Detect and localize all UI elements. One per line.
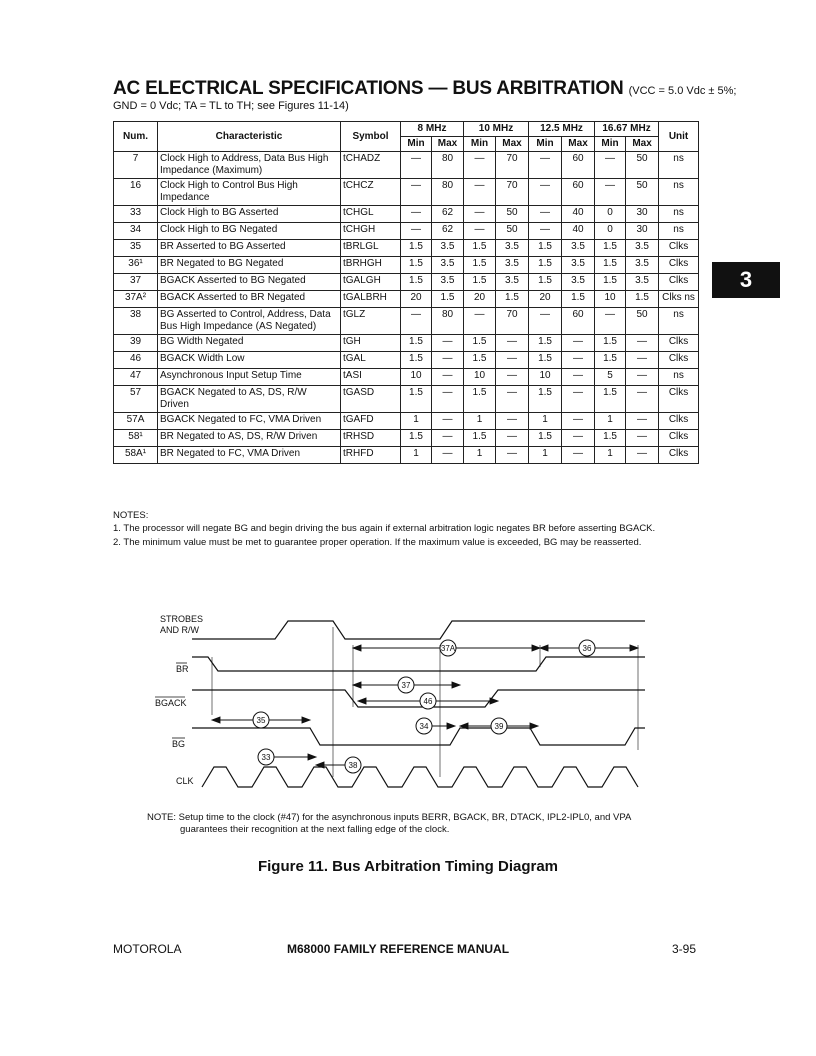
footer-brand: MOTOROLA — [113, 942, 182, 956]
cell-max: 3.5 — [432, 257, 464, 274]
cell-max: 3.5 — [626, 257, 659, 274]
table-row — [114, 413, 699, 430]
cell-max: 50 — [496, 223, 529, 240]
cell-min: — — [401, 179, 432, 206]
cell-min: 10 — [401, 369, 432, 386]
cell-symbol: tGASD — [341, 386, 401, 413]
table-row — [114, 386, 699, 413]
header-max: Max — [626, 137, 659, 152]
cell-max: 1.5 — [432, 291, 464, 308]
cell-min: 1.5 — [595, 274, 626, 291]
cell-max: 80 — [432, 308, 464, 335]
cell-unit: Clks — [659, 386, 699, 413]
cell-num: 46 — [114, 352, 158, 369]
note-item: 1. The processor will negate BG and begin driving the bus again if external arbitration logic negates BR before asserting BGACK. — [113, 523, 656, 534]
cell-min: 1.5 — [464, 386, 496, 413]
cell-min: 1 — [529, 447, 562, 464]
cell-max: 62 — [432, 206, 464, 223]
cell-min: 1.5 — [464, 335, 496, 352]
svg-text:38: 38 — [348, 761, 358, 770]
cell-max: 40 — [562, 223, 595, 240]
cell-num: 47 — [114, 369, 158, 386]
cell-unit: ns — [659, 152, 699, 179]
cell-symbol: tCHGH — [341, 223, 401, 240]
svg-text:35: 35 — [256, 716, 266, 725]
cell-num: 36¹ — [114, 257, 158, 274]
table-row — [114, 430, 699, 447]
waveform-strobes — [192, 621, 645, 639]
svg-text:39: 39 — [494, 722, 504, 731]
cell-min: 1.5 — [464, 257, 496, 274]
cell-symbol: tBRLGL — [341, 240, 401, 257]
cell-max: — — [496, 430, 529, 447]
cell-max: — — [432, 352, 464, 369]
cell-min: 1.5 — [595, 240, 626, 257]
cell-max: — — [562, 352, 595, 369]
header-freq: 16.67 MHz — [595, 122, 659, 137]
cell-min: 1.5 — [401, 430, 432, 447]
cell-min: 1.5 — [529, 352, 562, 369]
cell-min: 1.5 — [595, 335, 626, 352]
cell-max: — — [432, 335, 464, 352]
cell-unit: ns — [659, 369, 699, 386]
header-symbol: Symbol — [341, 122, 401, 152]
cell-max: 3.5 — [626, 274, 659, 291]
cell-num: 7 — [114, 152, 158, 179]
cell-min: — — [529, 308, 562, 335]
cell-max: — — [562, 386, 595, 413]
cell-min: — — [401, 308, 432, 335]
signal-label-bg: BG — [172, 739, 186, 749]
cell-max: — — [626, 352, 659, 369]
cell-unit: Clks — [659, 274, 699, 291]
cell-min: 20 — [529, 291, 562, 308]
cell-max: — — [626, 430, 659, 447]
cell-min: 20 — [464, 291, 496, 308]
header-freq: 8 MHz — [401, 122, 464, 137]
table-row — [114, 447, 699, 464]
cell-characteristic: BGACK Negated to AS, DS, R/W Driven — [158, 386, 341, 413]
header-max: Max — [496, 137, 529, 152]
waveform-br — [192, 657, 645, 671]
cell-max: — — [626, 447, 659, 464]
cell-num: 37 — [114, 274, 158, 291]
marker-46 — [420, 693, 436, 709]
cell-num: 57 — [114, 386, 158, 413]
cell-min: 1.5 — [401, 335, 432, 352]
header-freq: 12.5 MHz — [529, 122, 595, 137]
spec-table — [113, 121, 699, 464]
cell-max: — — [562, 413, 595, 430]
cell-num: 38 — [114, 308, 158, 335]
cell-characteristic: BR Asserted to BG Asserted — [158, 240, 341, 257]
cell-symbol: tGALBRH — [341, 291, 401, 308]
cell-min: — — [595, 152, 626, 179]
header-max: Max — [562, 137, 595, 152]
cell-min: 1.5 — [464, 240, 496, 257]
cell-num: 58A¹ — [114, 447, 158, 464]
cell-characteristic: BR Negated to AS, DS, R/W Driven — [158, 430, 341, 447]
cell-min: — — [401, 223, 432, 240]
cell-num: 57A — [114, 413, 158, 430]
cell-unit: Clks — [659, 352, 699, 369]
cell-max: — — [562, 430, 595, 447]
table-row — [114, 352, 699, 369]
cell-unit: Clks — [659, 447, 699, 464]
cell-max: 70 — [496, 179, 529, 206]
cell-min: — — [464, 206, 496, 223]
cell-max: 80 — [432, 179, 464, 206]
cell-max: — — [496, 386, 529, 413]
cell-min: — — [401, 206, 432, 223]
cell-characteristic: Clock High to Control Bus High Impedance — [158, 179, 341, 206]
cell-min: 10 — [595, 291, 626, 308]
marker-37a — [440, 640, 456, 656]
signal-label-clk: CLK — [176, 776, 194, 786]
cell-characteristic: BG Width Negated — [158, 335, 341, 352]
notes-label: NOTES: — [113, 510, 149, 521]
cell-symbol: tGAFD — [341, 413, 401, 430]
footer-manual-title: M68000 FAMILY REFERENCE MANUAL — [287, 942, 510, 956]
setup-note-line: NOTE: Setup time to the clock (#47) for the asynchronous inputs BERR, BGACK, BR, DTACK, IPL2-IPL0, and VPA — [147, 812, 632, 823]
cell-characteristic: BGACK Asserted to BG Negated — [158, 274, 341, 291]
cell-max: 3.5 — [562, 274, 595, 291]
cell-max: 50 — [496, 206, 529, 223]
cell-unit: Clks — [659, 335, 699, 352]
cell-min: 1.5 — [595, 352, 626, 369]
cell-min: 1.5 — [401, 240, 432, 257]
cell-characteristic: BGACK Negated to FC, VMA Driven — [158, 413, 341, 430]
marker-34 — [416, 718, 432, 734]
marker-36 — [579, 640, 595, 656]
title-text: AC ELECTRICAL SPECIFICATIONS — BUS ARBITRATION — [113, 78, 624, 99]
cell-min: 1.5 — [529, 240, 562, 257]
header-freq: 10 MHz — [464, 122, 529, 137]
cell-min: — — [529, 206, 562, 223]
cell-symbol: tCHADZ — [341, 152, 401, 179]
cell-min: 1.5 — [464, 352, 496, 369]
svg-text:46: 46 — [423, 697, 433, 706]
header-characteristic: Characteristic — [158, 122, 341, 152]
cell-min: 1.5 — [595, 430, 626, 447]
cell-min: — — [464, 223, 496, 240]
cell-min: 1.5 — [401, 352, 432, 369]
cell-min: 1.5 — [464, 430, 496, 447]
cell-characteristic: BGACK Width Low — [158, 352, 341, 369]
cell-min: 1 — [464, 413, 496, 430]
waveform-bgack — [192, 690, 645, 707]
cell-max: — — [432, 369, 464, 386]
svg-text:37A: 37A — [440, 644, 456, 653]
cell-min: — — [464, 179, 496, 206]
waveform-clk — [202, 767, 638, 787]
cell-min: 1.5 — [401, 274, 432, 291]
table-row — [114, 206, 699, 223]
cell-max: — — [432, 413, 464, 430]
table-row — [114, 369, 699, 386]
cell-unit: ns — [659, 223, 699, 240]
section-title — [113, 78, 736, 100]
svg-text:33: 33 — [261, 753, 271, 762]
cell-max: — — [432, 386, 464, 413]
header-unit: Unit — [659, 122, 699, 152]
cell-characteristic: Asynchronous Input Setup Time — [158, 369, 341, 386]
cell-max: 62 — [432, 223, 464, 240]
cell-symbol: tGALGH — [341, 274, 401, 291]
cell-min: — — [464, 308, 496, 335]
cell-max: — — [496, 413, 529, 430]
figure-caption: Figure 11. Bus Arbitration Timing Diagram — [257, 858, 559, 875]
cell-max: 70 — [496, 152, 529, 179]
cell-min: 0 — [595, 206, 626, 223]
cell-symbol: tGAL — [341, 352, 401, 369]
cell-min: 1 — [401, 413, 432, 430]
cell-num: 33 — [114, 206, 158, 223]
cell-unit: Clks ns — [659, 291, 699, 308]
marker-39 — [491, 718, 507, 734]
cell-max: — — [432, 430, 464, 447]
cell-min: 1 — [595, 447, 626, 464]
signal-label-bgack: BGACK — [155, 698, 187, 708]
svg-text:37: 37 — [401, 681, 411, 690]
cell-num: 35 — [114, 240, 158, 257]
cell-max: — — [496, 369, 529, 386]
cell-characteristic: BR Negated to BG Negated — [158, 257, 341, 274]
cell-min: 1 — [595, 413, 626, 430]
cell-characteristic: Clock High to Address, Data Bus High Impedance (Maximum) — [158, 152, 341, 179]
cell-min: 1.5 — [529, 430, 562, 447]
cell-min: 1.5 — [464, 274, 496, 291]
svg-text:36: 36 — [582, 644, 592, 653]
cell-max: — — [496, 335, 529, 352]
table-row — [114, 308, 699, 335]
cell-characteristic: BR Negated to FC, VMA Driven — [158, 447, 341, 464]
cell-max: 3.5 — [626, 240, 659, 257]
cell-min: 1 — [401, 447, 432, 464]
cell-min: — — [529, 152, 562, 179]
marker-35 — [253, 712, 269, 728]
cell-max: 3.5 — [432, 274, 464, 291]
cell-max: — — [562, 447, 595, 464]
cell-min: — — [595, 179, 626, 206]
cell-min: 1.5 — [401, 257, 432, 274]
cell-num: 37A² — [114, 291, 158, 308]
cell-unit: Clks — [659, 257, 699, 274]
marker-37 — [398, 677, 414, 693]
title-conditions-line2: GND = 0 Vdc; TA = TL to TH; see Figures 11-14) — [113, 100, 349, 112]
cell-num: 34 — [114, 223, 158, 240]
cell-max: 3.5 — [496, 274, 529, 291]
cell-max: 3.5 — [562, 240, 595, 257]
cell-max: — — [496, 352, 529, 369]
cell-max: — — [626, 386, 659, 413]
cell-min: 1.5 — [529, 335, 562, 352]
cell-unit: ns — [659, 179, 699, 206]
note-item: 2. The minimum value must be met to guarantee proper operation. If the maximum value is exceeded, BG may be reasserted. — [113, 537, 642, 548]
header-min: Min — [595, 137, 626, 152]
cell-max: — — [496, 447, 529, 464]
cell-symbol: tCHCZ — [341, 179, 401, 206]
setup-time-note — [147, 812, 687, 836]
cell-unit: ns — [659, 206, 699, 223]
cell-max: — — [626, 335, 659, 352]
header-min: Min — [401, 137, 432, 152]
title-conditions: (VCC = 5.0 Vdc ± 5%; — [628, 85, 737, 97]
table-row — [114, 152, 699, 179]
cell-unit: Clks — [659, 240, 699, 257]
cell-min: 1.5 — [529, 274, 562, 291]
spec-table-body — [114, 152, 699, 464]
cell-max: 60 — [562, 152, 595, 179]
cell-min: 1 — [464, 447, 496, 464]
cell-min: 1.5 — [595, 257, 626, 274]
cell-max: 1.5 — [496, 291, 529, 308]
cell-min: 1 — [529, 413, 562, 430]
svg-text:34: 34 — [419, 722, 429, 731]
cell-max: 1.5 — [562, 291, 595, 308]
cell-characteristic: Clock High to BG Asserted — [158, 206, 341, 223]
cell-symbol: tBRHGH — [341, 257, 401, 274]
table-row — [114, 257, 699, 274]
cell-max: — — [562, 335, 595, 352]
cell-max: 80 — [432, 152, 464, 179]
section-tab: 3 — [712, 262, 780, 298]
cell-symbol: tGH — [341, 335, 401, 352]
cell-min: 5 — [595, 369, 626, 386]
table-row — [114, 291, 699, 308]
cell-min: 1.5 — [529, 257, 562, 274]
cell-unit: ns — [659, 308, 699, 335]
cell-min: 10 — [529, 369, 562, 386]
cell-min: 10 — [464, 369, 496, 386]
cell-max: 70 — [496, 308, 529, 335]
cell-symbol: tGLZ — [341, 308, 401, 335]
cell-min: — — [595, 308, 626, 335]
cell-max: 30 — [626, 206, 659, 223]
cell-max: 50 — [626, 308, 659, 335]
cell-unit: Clks — [659, 413, 699, 430]
table-row — [114, 274, 699, 291]
cell-min: 1.5 — [529, 386, 562, 413]
notes — [113, 510, 703, 551]
cell-num: 39 — [114, 335, 158, 352]
footer-page-number: 3-95 — [672, 942, 697, 956]
cell-symbol: tRHSD — [341, 430, 401, 447]
table-row — [114, 179, 699, 206]
cell-num: 58¹ — [114, 430, 158, 447]
cell-characteristic: BGACK Asserted to BR Negated — [158, 291, 341, 308]
cell-num: 16 — [114, 179, 158, 206]
cell-max: 3.5 — [496, 240, 529, 257]
cell-min: — — [529, 179, 562, 206]
table-row — [114, 335, 699, 352]
cell-min: — — [464, 152, 496, 179]
signal-label-strobes: STROBES — [160, 614, 204, 624]
cell-max: 40 — [562, 206, 595, 223]
marker-38 — [345, 757, 361, 773]
timing-diagram — [140, 605, 660, 800]
cell-max: — — [626, 369, 659, 386]
cell-max: 50 — [626, 152, 659, 179]
cell-min: 0 — [595, 223, 626, 240]
cell-max: 60 — [562, 308, 595, 335]
header-min: Min — [464, 137, 496, 152]
cell-max: 3.5 — [432, 240, 464, 257]
cell-min: — — [529, 223, 562, 240]
cell-symbol: tASI — [341, 369, 401, 386]
cell-max: 3.5 — [562, 257, 595, 274]
cell-max: — — [626, 413, 659, 430]
header-max: Max — [432, 137, 464, 152]
cell-min: 20 — [401, 291, 432, 308]
cell-max: 1.5 — [626, 291, 659, 308]
header-min: Min — [529, 137, 562, 152]
cell-max: 30 — [626, 223, 659, 240]
cell-min: — — [401, 152, 432, 179]
cell-max: 60 — [562, 179, 595, 206]
signal-label-br: BR — [176, 664, 189, 674]
table-row — [114, 223, 699, 240]
cell-min: 1.5 — [401, 386, 432, 413]
marker-33 — [258, 749, 274, 765]
cell-symbol: tRHFD — [341, 447, 401, 464]
signal-label-strobes: AND R/W — [160, 625, 199, 635]
cell-characteristic: BG Asserted to Control, Address, Data Bus High Impedance (AS Negated) — [158, 308, 341, 335]
table-row — [114, 240, 699, 257]
cell-unit: Clks — [659, 430, 699, 447]
cell-max: 50 — [626, 179, 659, 206]
cell-max: — — [432, 447, 464, 464]
cell-symbol: tCHGL — [341, 206, 401, 223]
cell-min: 1.5 — [595, 386, 626, 413]
header-num: Num. — [114, 122, 158, 152]
setup-note-line: guarantees their recognition at the next falling edge of the clock. — [180, 824, 450, 835]
cell-max: — — [562, 369, 595, 386]
cell-max: 3.5 — [496, 257, 529, 274]
cell-characteristic: Clock High to BG Negated — [158, 223, 341, 240]
